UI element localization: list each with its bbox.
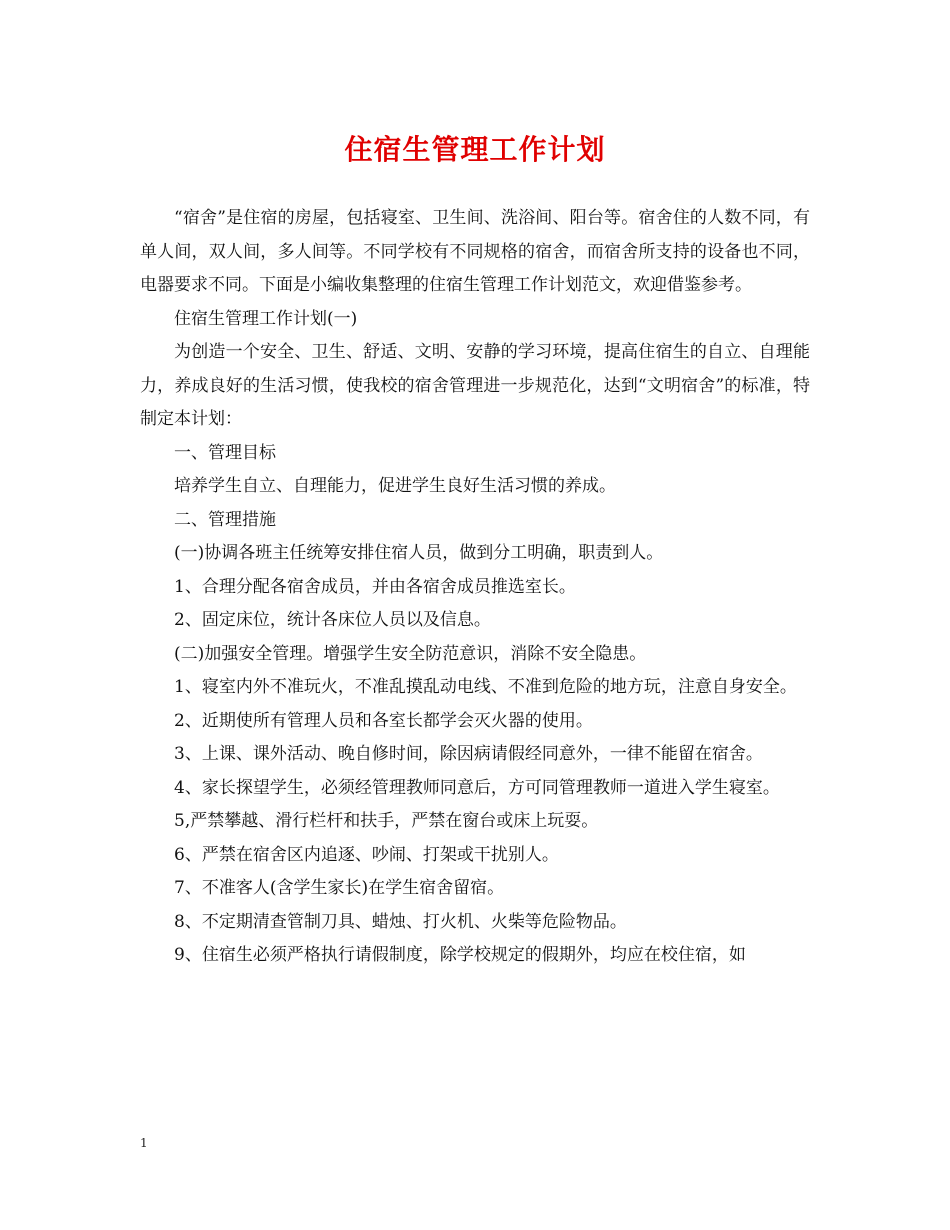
- document-title: 住宿生管理工作计划: [344, 133, 606, 166]
- list-item: 3、上课、课外活动、晚自修时间，除因病请假经同意外，一律不能留在宿舍。: [174, 744, 763, 764]
- list-item: 7、不准客人(含学生家长)在学生宿舍留宿。: [174, 878, 505, 898]
- page-number: 1: [140, 1136, 148, 1150]
- list-item: 2、固定床位，统计各床位人员以及信息。: [174, 610, 491, 630]
- list-item: 4、家长探望学生，必须经管理教师同意后，方可同管理教师一道进入学生寝室。: [174, 777, 780, 798]
- subsection-heading-2: (二)加强安全管理。增强学生安全防范意识，消除不安全隐患。: [174, 643, 647, 664]
- paragraph-goal: 培养学生自立、自理能力，促进学生良好生活习惯的养成。: [174, 476, 616, 496]
- list-item: 5,严禁攀越、滑行栏杆和扶手，严禁在窗台或床上玩耍。: [174, 811, 599, 831]
- list-item: 1、合理分配各宿舍成员，并由各宿舍成员推选室长。: [174, 576, 576, 597]
- list-item: 9、住宿生必须严格执行请假制度，除学校规定的假期外，均应在校住宿，如: [174, 945, 746, 965]
- list-item: 8、不定期清查管制刀具、蜡烛、打火机、火柴等危险物品。: [174, 911, 627, 932]
- paragraph-plan-heading: 住宿生管理工作计划(一): [174, 308, 358, 329]
- section-heading-goal: 一、管理目标: [174, 442, 276, 463]
- document-body: [140, 202, 810, 973]
- section-heading-measures: 二、管理措施: [174, 509, 276, 530]
- paragraph-plan-purpose: 为创造一个安全、卫生、舒适、文明、安静的学习环境，提高住宿生的自立、自理能力，养成良好的生活习惯，使我校的宿舍管理进一步规范化，达到“文明宿舍”的标准，特制定本计划：: [140, 342, 810, 429]
- paragraph-intro: “宿舍”是住宿的房屋，包括寝室、卫生间、洗浴间、阳台等。宿舍住的人数不同，有单人间，双人间，多人间等。不同学校有不同规格的宿舍，而宿舍所支持的设备也不同，电器要求不同。下面是小编收集整理的住宿生管理工作计划范文，欢迎借鉴参考。: [140, 208, 810, 295]
- list-item: 6、严禁在宿舍区内追逐、吵闹、打架或干扰别人。: [174, 844, 559, 865]
- subsection-heading-1: (一)协调各班主任统筹安排住宿人员，做到分工明确，职责到人。: [174, 543, 664, 563]
- list-item: 2、近期使所有管理人员和各室长都学会灭火器的使用。: [174, 710, 593, 731]
- list-item: 1、寝室内外不准玩火，不准乱摸乱动电线、不准到危险的地方玩，注意自身安全。: [174, 677, 797, 697]
